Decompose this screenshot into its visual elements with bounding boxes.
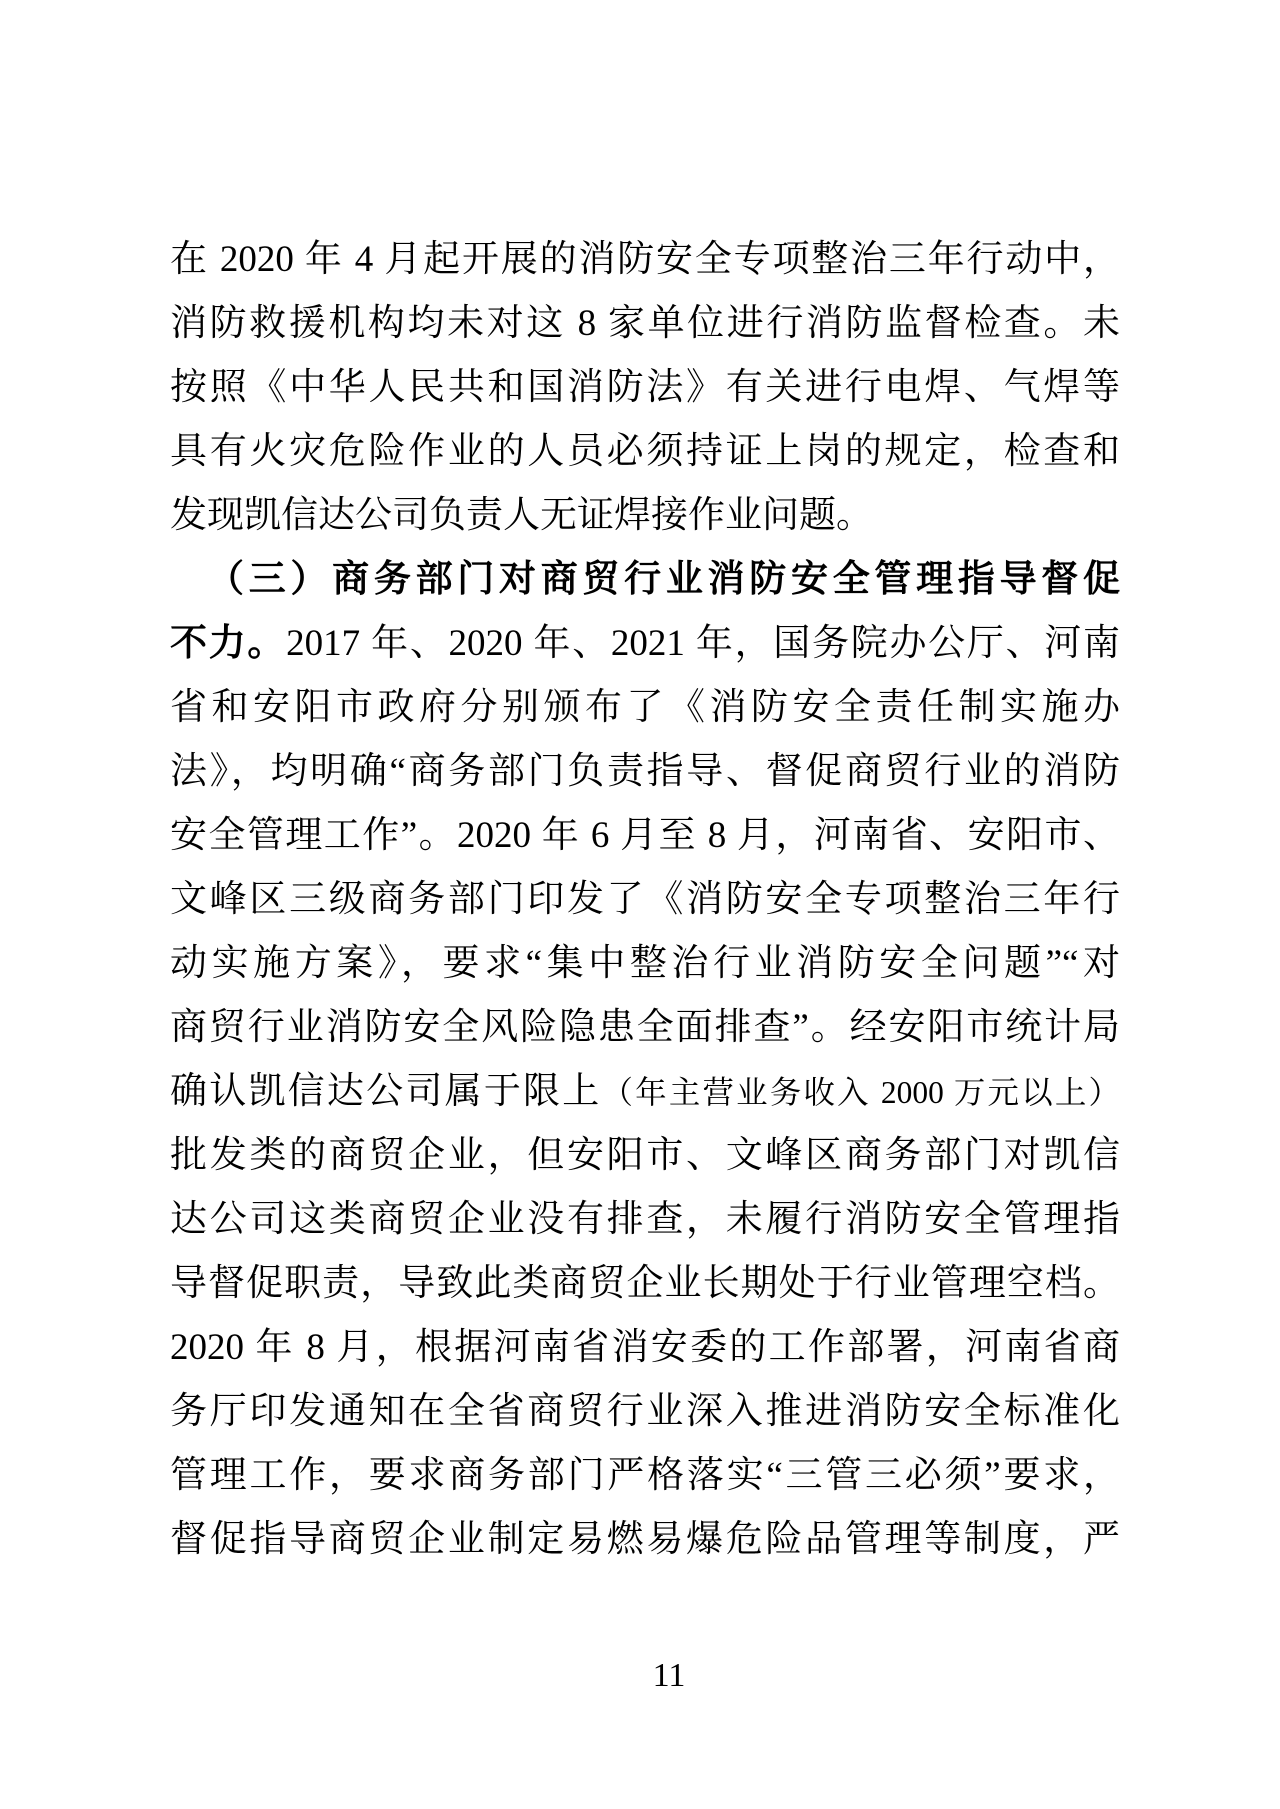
text-run: 省和安阳市政府分别颁布了《消防安全责任制实施办 [170,687,1120,728]
text-line [170,1252,1120,1316]
text-line [170,1316,1120,1380]
text-run: 督促指导商贸企业制定易燃易爆危险品管理等制度，严 [170,1519,1120,1560]
text-line [170,676,1120,740]
text-run: 发现凯信达公司负责人无证焊接作业问题。 [170,495,873,536]
text-line [170,1380,1120,1444]
text-run: 商贸行业消防安全风险隐患全面排查”。经安阳市统计局 [170,1007,1120,1048]
text-run: 导督促职责，导致此类商贸企业长期处于行业管理空档。 [170,1263,1120,1304]
text-line [170,1060,1120,1124]
text-run: 具有火灾危险作业的人员必须持证上岗的规定，检查和 [170,431,1120,472]
text-run: （年主营业务收入 2000 万元以上） [601,1075,1120,1110]
text-run: 文峰区三级商务部门印发了《消防安全专项整治三年行 [170,879,1120,920]
text-line [170,1124,1120,1188]
text-run: 批发类的商贸企业，但安阳市、文峰区商务部门对凯信 [170,1135,1120,1176]
text-line [170,932,1120,996]
text-run: 消防救援机构均未对这 8 家单位进行消防监督检查。未 [170,303,1120,344]
text-line [170,548,1120,612]
text-line [170,228,1120,292]
text-line [170,868,1120,932]
text-run: 不力。 [170,623,287,664]
text-run: 2017 年、2020 年、2021 年，国务院办公厅、河南 [286,623,1121,664]
text-run: 2020 年 8 月，根据河南省消安委的工作部署，河南省商 [170,1327,1120,1368]
text-run: 动实施方案》，要求“集中整治行业消防安全问题”“对 [170,943,1120,984]
text-run: 管理工作，要求商务部门严格落实“三管三必须”要求， [170,1455,1120,1496]
text-run: 在 2020 年 4 月起开展的消防安全专项整治三年行动中， [170,239,1120,280]
text-line [170,1508,1120,1572]
text-line [170,740,1120,804]
text-run: 达公司这类商贸企业没有排查，未履行消防安全管理指 [170,1199,1120,1240]
text-line [170,356,1120,420]
text-line [170,1188,1120,1252]
text-run: （三）商务部门对商贸行业消防安全管理指导督促 [207,559,1120,600]
text-run: 法》，均明确“商务部门负责指导、督促商贸行业的消防 [170,751,1120,792]
text-line [170,1444,1120,1508]
text-line [170,804,1120,868]
text-line [170,292,1120,356]
text-run: 确认凯信达公司属于限上 [170,1071,602,1112]
page-number: 11 [652,1657,686,1694]
text-line [170,612,1120,676]
text-line [170,484,1120,548]
text-line [170,996,1120,1060]
text-run: 按照《中华人民共和国消防法》有关进行电焊、气焊等 [170,367,1120,408]
text-run: 安全管理工作”。2020 年 6 月至 8 月，河南省、安阳市、 [170,815,1120,856]
document-body [170,228,1120,1572]
text-line [170,420,1120,484]
text-run: 务厅印发通知在全省商贸行业深入推进消防安全标准化 [170,1391,1120,1432]
